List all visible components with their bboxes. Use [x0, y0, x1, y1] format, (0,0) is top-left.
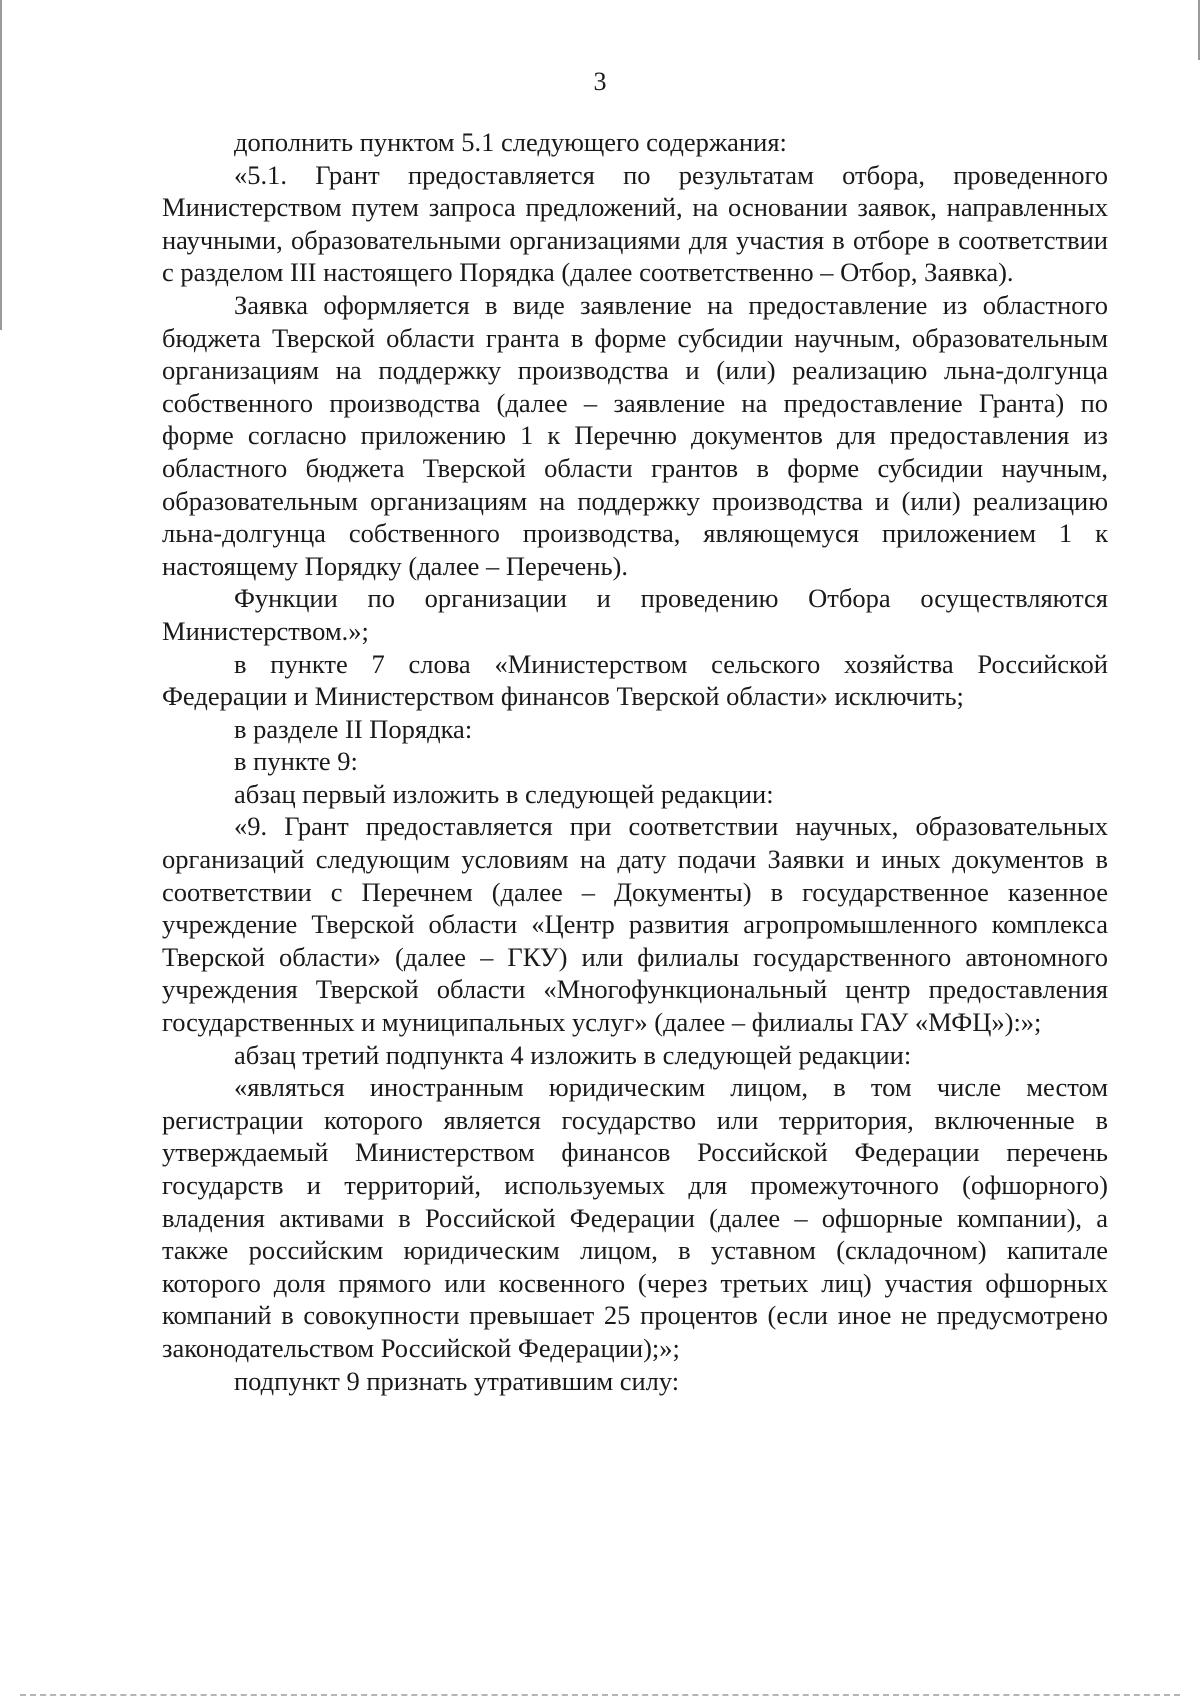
paragraph-6: в разделе II Порядка:: [234, 713, 473, 744]
paragraph-10: абзац третий подпункта 4 изложить в следующей редакции:: [234, 1039, 912, 1070]
paragraph-3: Заявка оформляется в виде заявление на предоставление из областного бюджета Тверской области гранта в форме субсидии научным, образовательным организациям на поддержку производства и (или) реализацию льна-долгунца собственного производства (далее – заявление на предоставление Гранта) по форме согласно приложению 1 к Перечню документов для предоставления из областного бюджета Тверской области грантов в форме субсидии научным, образовательным организациям на поддержку производства и (или) реализацию льна-долгунца собственного производства, являющемуся приложением 1 к настоящему Порядку (далее – Перечень).: [162, 289, 1108, 581]
paragraph-8: абзац первый изложить в следующей редакции:: [234, 778, 774, 809]
paragraph-5: в пункте 7 слова «Министерством сельского хозяйства Российской Федерации и Министерством финансов Тверской области» исключить;: [162, 648, 1108, 712]
document-body: [162, 126, 1108, 1397]
scan-edge-left: [0, 0, 2, 330]
paragraph-9: «9. Грант предоставляется при соответствии научных, образовательных организаций следующим условиям на дату подачи Заявки и иных документов в соответствии с Перечнем (далее – Документы) в государственное казенное учреждение Тверской области «Центр развития агропромышленного комплекса Тверской области» (далее – ГКУ) или филиалы государственного автономного учреждения Тверской области «Многофункциональный центр предоставления государственных и муниципальных услуг» (далее – филиалы ГАУ «МФЦ»):»;: [162, 811, 1108, 1038]
page-number: 3: [593, 67, 607, 96]
paragraph-2: «5.1. Грант предоставляется по результатам отбора, проведенного Министерством путем запроса предложений, на основании заявок, направленных научными, образовательными организациями для участия в отборе в соответствии с разделом III настоящего Порядка (далее соответственно – Отбор, Заявка).: [162, 159, 1108, 288]
paragraph-12: подпункт 9 признать утратившим силу:: [234, 1365, 680, 1396]
paragraph-4: Функции по организации и проведению Отбора осуществляются Министерством.»;: [162, 583, 1108, 646]
paragraph-7: в пункте 9:: [234, 746, 358, 777]
scan-edge-bottom: [20, 1694, 1180, 1696]
paragraph-1: дополнить пунктом 5.1 следующего содержания:: [234, 127, 787, 157]
paragraph-11: «являться иностранным юридическим лицом, в том числе местом регистрации которого является государство или территория, включенные в утверждаемый Министерством финансов Российской Федерации перечень государств и территорий, используемых для промежуточного (офшорного) владения активами в Российской Федерации (далее – офшорные компании), а также российским юридическим лицом, в уставном (складочном) капитале которого доля прямого или косвенного (через третьих лиц) участия офшорных компаний в совокупности превышает 25 процентов (если иное не предусмотрено законодательством Российской Федерации);»;: [162, 1072, 1108, 1363]
